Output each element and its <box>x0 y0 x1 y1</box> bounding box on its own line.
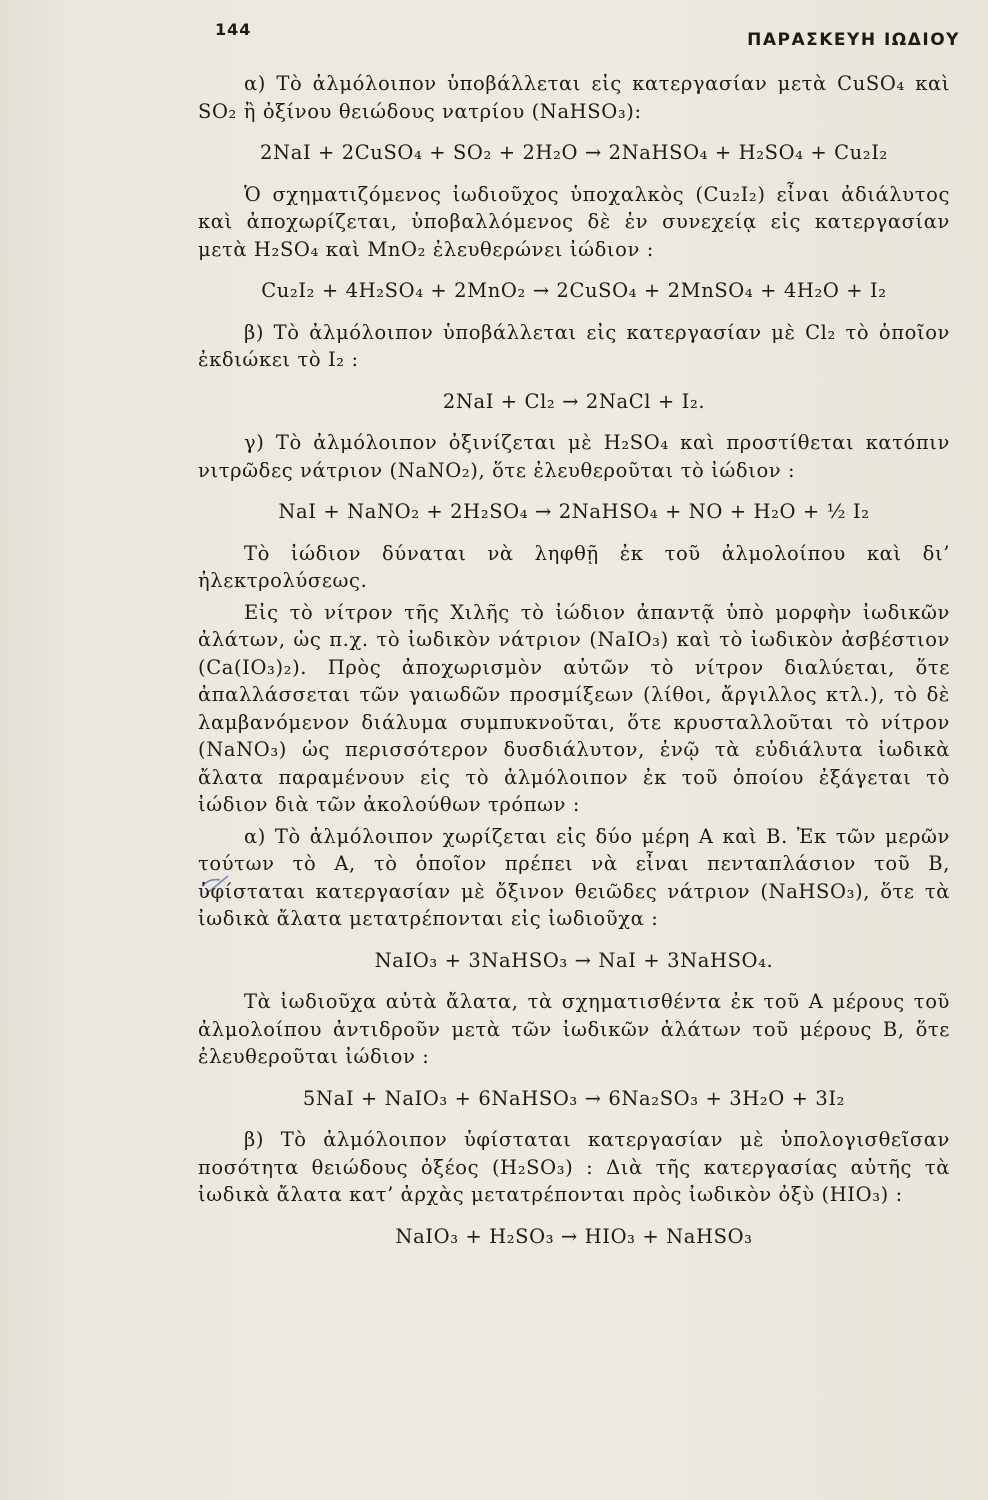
paragraph: Ὁ σχηματιζόμενος ἰωδιοῦχος ὑποχαλκὸς (Cu₂I₂) εἶναι ἀδιάλυτος καὶ ἀποχωρίζεται, ὑποβαλλόμενος δὲ ἐν συνεχείᾳ εἰς κατεργασίαν μετὰ H₂SO₄ καὶ MnO₂ ἐλευθερώνει ἰώδιον : <box>198 182 950 261</box>
paragraph: γ) Τὸ ἀλμόλοιπον ὀξινίζεται μὲ H₂SO₄ καὶ προστίθεται κατόπιν νιτρῶδες νάτριον (NaNO₂), ὅτε ἐλευθεροῦται τὸ ἰώδιον : <box>198 431 950 482</box>
paragraph: β) Τὸ ἀλμόλοιπον ὑποβάλλεται εἰς κατεργασίαν μὲ Cl₂ τὸ ὁποῖον ἐκδιώκει τὸ I₂ : <box>198 320 950 371</box>
equation: NaIO₃ + H₂SO₃ → HIO₃ + NaHSO₃ <box>395 1224 753 1248</box>
running-head: ΠΑΡΑΣΚΕΥΗ ΙΩΔΙΟΥ <box>747 30 960 50</box>
equation: 5NaI + NaIO₃ + 6NaHSO₃ → 6Na₂SO₃ + 3H₂O + 3I₂ <box>302 1086 846 1110</box>
paragraph: α) Τὸ ἀλμόλοιπον χωρίζεται εἰς δύο μέρη Α καὶ Β. Ἐκ τῶν μερῶν τούτων τὸ Α, τὸ ὁποῖον πρέπει νὰ εἶναι πενταπλάσιον τοῦ Β, ὑφίσταται κατεργασίαν μὲ ὄξινον θειῶδες νάτριον (NaHSO₃), ὅτε τὰ ἰωδικὰ ἄλατα μετατρέπονται εἰς ἰωδιοῦχα : <box>198 824 950 930</box>
equation: NaI + NaNO₂ + 2H₂SO₄ → 2NaHSO₄ + NO + H₂O + ½ I₂ <box>278 500 870 523</box>
equation: 2NaI + Cl₂ → 2NaCl + I₂. <box>442 389 706 413</box>
equation: NaIO₃ + 3NaHSO₃ → NaI + 3NaHSO₄. <box>374 948 774 972</box>
paragraph: Εἰς τὸ νίτρον τῆς Χιλῆς τὸ ἰώδιον ἀπαντᾷ ὑπὸ μορφὴν ἰωδικῶν ἀλάτων, ὡς π.χ. τὸ ἰωδικὸν νάτριον (NaIO₃) καὶ τὸ ἰωδικὸν ἀσβέστιον (Ca(IO₃)₂). Πρὸς ἀποχωρισμὸν αὐτῶν τὸ νίτρον διαλύεται, ὅτε ἀπαλλάσσεται τῶν γαιωδῶν προσμίξεων (λίθοι, ἄργιλλος κτλ.), τὸ δὲ λαμβανόμενον διάλυμα συμπυκνοῦται, ὅτε κρυσταλλοῦται τὸ νίτρον (NaNO₃) ὡς περισσότερον δυσδιάλυτον, ἐνῷ τὰ εὐδιάλυτα ἰωδικὰ ἄλατα παραμένουν εἰς τὸ ἀλμόλοιπον ἐκ τοῦ ὁποίου ἐξάγεται τὸ ἰώδιον διὰ τῶν ἀκολούθων τρόπων : <box>198 600 950 816</box>
paragraph: α) Τὸ ἀλμόλοιπον ὑποβάλλεται εἰς κατεργασίαν μετὰ CuSO₄ καὶ SO₂ ἢ ὀξίνου θειώδους νατρίου (NaHSO₃): <box>198 72 950 123</box>
page-number: 144 <box>215 20 252 39</box>
paragraph: β) Τὸ ἀλμόλοιπον ὑφίσταται κατεργασίαν μὲ ὑπολογισθεῖσαν ποσότητα θειώδους ὀξέος (H₂SO₃) : Διὰ τῆς κατεργασίας αὐτῆς τὰ ἰωδικὰ ἄλατα κατ’ ἀρχὰς μετατρέπονται πρὸς ἰωδικὸν ὀξὺ (HIO₃) : <box>198 1128 950 1206</box>
body-text <box>198 70 950 1264</box>
paragraph: Τὸ ἰώδιον δύναται νὰ ληφθῇ ἐκ τοῦ ἀλμολοίπου καὶ δι’ ἠλεκτρολύσεως. <box>198 541 950 592</box>
page-header <box>215 20 960 50</box>
equation: 2NaI + 2CuSO₄ + SO₂ + 2H₂O → 2NaHSO₄ + H₂SO₄ + Cu₂I₂ <box>260 141 888 164</box>
paragraph: Τὰ ἰωδιοῦχα αὐτὰ ἄλατα, τὰ σχηματισθέντα ἐκ τοῦ Α μέρους τοῦ ἀλμολοίπου ἀντιδροῦν μετὰ τῶν ἰωδικῶν ἀλάτων τοῦ μέρους Β, ὅτε ἐλευθεροῦται ἰώδιον : <box>198 990 950 1068</box>
equation: Cu₂I₂ + 4H₂SO₄ + 2MnO₂ → 2CuSO₄ + 2MnSO₄ + 4H₂O + I₂ <box>261 279 887 302</box>
